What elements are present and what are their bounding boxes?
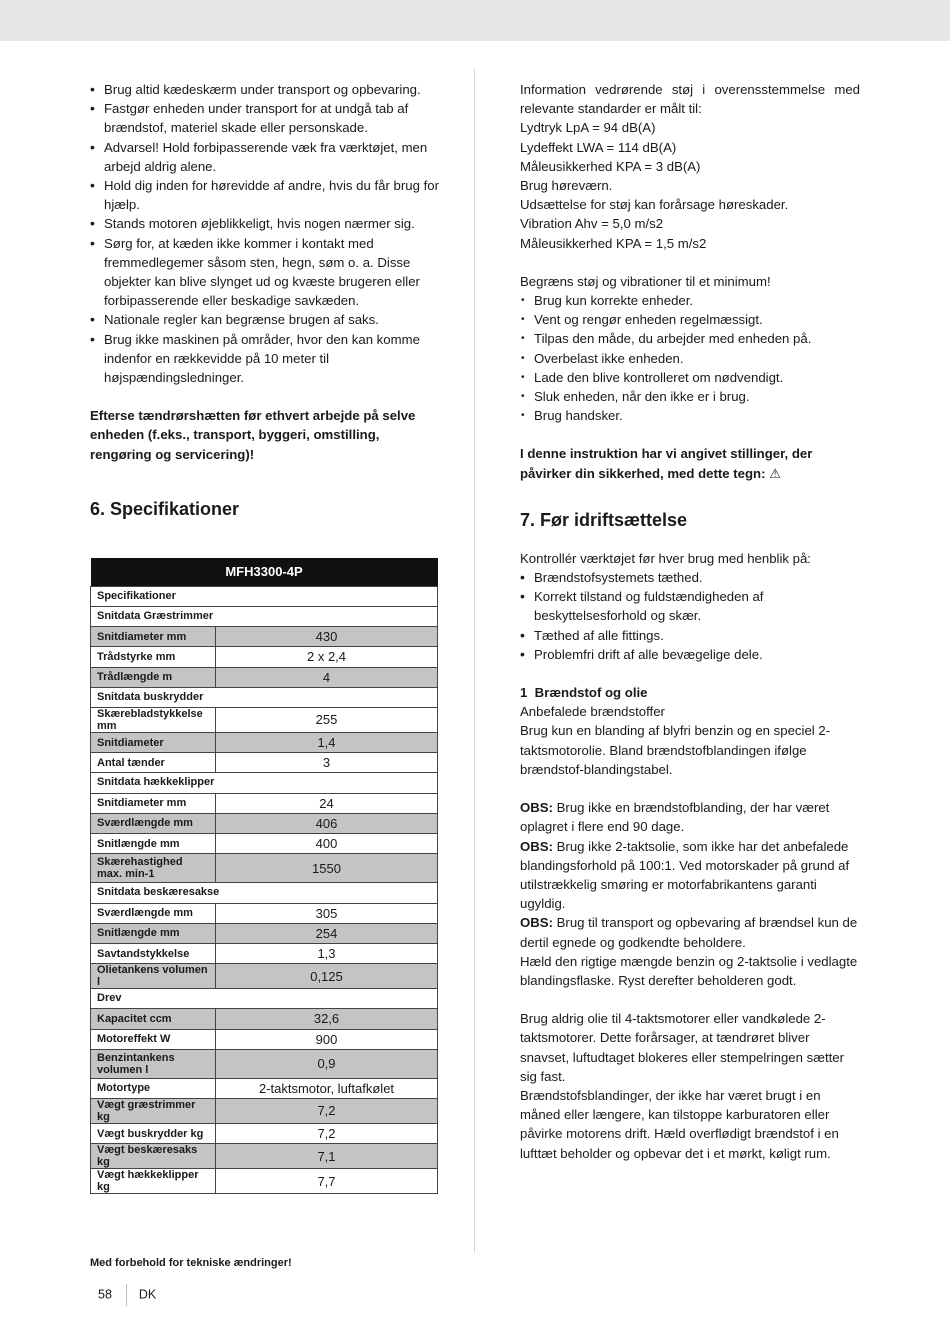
noise-line: Brug høreværn. (520, 178, 613, 194)
page-number: 58 (98, 1287, 112, 1302)
spec-value: 0,125 (216, 964, 438, 989)
spec-label: Benzintankens volumen l (91, 1049, 216, 1078)
right-column (520, 80, 860, 1163)
section-title-before-use: 7. Før idriftsættelse (520, 509, 688, 530)
noise-line: Lydeffekt LWA = 114 dB(A) (520, 139, 677, 155)
language-code: DK (138, 1287, 157, 1302)
table-row (91, 627, 438, 647)
list-item: • Problemfri drift af alle bevægelige dele. (520, 645, 860, 664)
table-row (91, 1144, 438, 1169)
spec-value: 305 (216, 903, 438, 923)
list-item: • Fastgør enheden under transport for at undgå tab af brændstof, materiel skade eller personskade. (90, 99, 440, 137)
section-title-specifications: 6. Specifikationer (90, 498, 240, 519)
spec-label: Sværdlængde mm (91, 813, 216, 833)
oil-text: Brug aldrig olie til 4-taktsmotorer eller vandkølede 2-taktsmotorer. Dette forårsager, at tændrøret bliver snavset, luftudtaget blokeres eller stempelringen sætter sig fast. (520, 1011, 844, 1084)
spec-value: 4 (216, 667, 438, 687)
noise-line: Måleusikkerhed KPA = 1,5 m/s2 (520, 235, 707, 251)
list-item: • Sørg for, at kæden ikke kommer i kontakt med fremmedlegemer såsom sten, hegn, søm o. a. Disse objekter kan blive slynget ud og kvæste brugeren eller forbipasserende eller beskadige savkæden. (90, 234, 440, 311)
check-bullet-list (520, 568, 860, 664)
spec-label: Snitlængde mm (91, 923, 216, 943)
list-item: • Tæthed af alle fittings. (520, 626, 860, 645)
table-row (91, 607, 438, 627)
top-band (0, 0, 950, 41)
spec-value: 1,3 (216, 943, 438, 963)
obs-note: OBS: Brug ikke 2-taktsolie, som ikke har det anbefalede blandingsforhold på 100:1. Ved motorskader på grund af utilstrækkelig smøring er motorfabrikantens garanti ugyldig. (520, 838, 850, 912)
list-item: • Korrekt tilstand og fuldstændigheden af beskyttelsesforhold og skær. (520, 587, 860, 625)
table-row (91, 834, 438, 854)
noise-line: Information vedrørende støj i overensstemmelse med relevante standarder er målt til: (520, 82, 860, 117)
table-row (91, 903, 438, 923)
spec-value: 24 (216, 793, 438, 813)
table-row (91, 647, 438, 667)
spec-value: 1550 (216, 854, 438, 883)
spec-label: Trådstyrke mm (91, 647, 216, 667)
check-intro: Kontrollér værktøjet før hver brug med henblik på: (520, 550, 811, 566)
obs-note: OBS: Brug ikke en brændstofblanding, der har været oplagret i flere end 90 dage. (520, 800, 830, 835)
spec-section-label: Snitdata hækkeklipper (91, 773, 438, 793)
table-row (91, 1009, 438, 1029)
spec-label: Olietankens volumen l (91, 964, 216, 989)
spec-section-label: Specifikationer (91, 586, 438, 606)
list-item: • Lade den blive kontrolleret om nødvendigt. (520, 368, 860, 387)
table-row (91, 943, 438, 963)
spec-table (90, 558, 438, 1194)
spec-value: 3 (216, 753, 438, 773)
spec-section-label: Snitdata beskæresakse (91, 883, 438, 903)
spec-value: 7,2 (216, 1098, 438, 1123)
page-footer (98, 1284, 156, 1306)
noise-line: Lydtryk LpA = 94 dB(A) (520, 120, 656, 136)
table-row (91, 1169, 438, 1194)
list-item: • Stands motoren øjeblikkeligt, hvis nogen nærmer sig. (90, 214, 440, 233)
limit-bullet-list (520, 291, 860, 425)
table-row (91, 964, 438, 989)
table-row (91, 1123, 438, 1143)
spec-label: Vægt hækkeklipper kg (91, 1169, 216, 1194)
spec-label: Vægt beskæresaks kg (91, 1144, 216, 1169)
table-row (91, 773, 438, 793)
list-item: • Vent og rengør enheden regelmæssigt. (520, 310, 860, 329)
spec-label: Kapacitet ccm (91, 1009, 216, 1029)
spec-value: 32,6 (216, 1009, 438, 1029)
subsection-title: 1 Brændstof og olie (520, 685, 648, 701)
table-row (91, 813, 438, 833)
footnote: Med forbehold for tekniske ændringer! (90, 1257, 292, 1269)
table-row (91, 1049, 438, 1078)
table-row (91, 1098, 438, 1123)
table-row (91, 753, 438, 773)
spec-value: 2 x 2,4 (216, 647, 438, 667)
spark-plug-note: Efterse tændrørshætten før ethvert arbejde på selve enheden (f.eks., transport, byggeri, omstilling, rengøring og servicering)! (90, 408, 416, 462)
spec-label: Motoreffekt W (91, 1029, 216, 1049)
spec-label: Motortype (91, 1078, 216, 1098)
spec-section-label: Drev (91, 989, 438, 1009)
table-row (91, 708, 438, 733)
spec-value: 254 (216, 923, 438, 943)
list-item: • Advarsel! Hold forbipasserende væk fra værktøjet, men arbejd aldrig alene. (90, 138, 440, 176)
spec-label: Vægt græstrimmer kg (91, 1098, 216, 1123)
list-item: • Brug handsker. (520, 406, 860, 425)
table-row (91, 687, 438, 707)
warning-triangle-icon: ⚠ (769, 465, 781, 481)
left-column (90, 80, 440, 1194)
spec-value: 255 (216, 708, 438, 733)
spec-value: 7,7 (216, 1169, 438, 1194)
spec-value: 406 (216, 813, 438, 833)
spec-label: Sværdlængde mm (91, 903, 216, 923)
obs-note: OBS: Brug til transport og opbevaring af brændsel kun de dertil egnede og godkendte beholdere. (520, 915, 858, 950)
noise-line: Vibration Ahv = 5,0 m/s2 (520, 216, 664, 232)
table-row (91, 1078, 438, 1098)
safety-bullet-list (90, 80, 440, 387)
table-row (91, 667, 438, 687)
table-row (91, 793, 438, 813)
spec-label: Skærehastighed max. min-1 (91, 854, 216, 883)
spec-label: Snitlængde mm (91, 834, 216, 854)
spec-value: 1,4 (216, 733, 438, 753)
spec-value: 430 (216, 627, 438, 647)
list-item: • Brug ikke maskinen på områder, hvor den kan komme indenfor en rækkevidde på 10 meter til højspændingsledninger. (90, 330, 440, 388)
fuel-text: Brug kun en blanding af blyfri benzin og en speciel 2-taktsmotorolie. Bland brændstofblandingen ifølge brændstof-blandingstabel. (520, 723, 831, 777)
list-item: • Hold dig inden for hørevidde af andre, hvis du får brug for hjælp. (90, 176, 440, 214)
safety-symbol-note: I denne instruktion har vi angivet stillinger, der påvirker din sikkerhed, med dette tegn: ⚠ (520, 446, 813, 481)
list-item: • Brug kun korrekte enheder. (520, 291, 860, 310)
limit-intro: Begræns støj og vibrationer til et minimum! (520, 273, 771, 289)
spec-label: Skærebladstykkelse mm (91, 708, 216, 733)
table-row (91, 1029, 438, 1049)
old-fuel-text: Brændstofsblandinger, der ikke har været brugt i en måned eller længere, kan tilstoppe karburatoren eller påvirke motorens drift. Hæld overflødigt brændstof i en lufttæt beholder og opbevar det i et mørkt, køligt rum. (520, 1087, 839, 1161)
list-item: • Overbelast ikke enheden. (520, 349, 860, 368)
noise-info (520, 80, 860, 253)
list-item: • Nationale regler kan begrænse brugen af saks. (90, 310, 440, 329)
spec-table-model: MFH3300-4P (91, 558, 438, 587)
table-row (91, 883, 438, 903)
spec-label: Vægt buskrydder kg (91, 1123, 216, 1143)
spec-value: 400 (216, 834, 438, 854)
table-row (91, 586, 438, 606)
spec-label: Snitdiameter mm (91, 627, 216, 647)
spec-label: Snitdiameter (91, 733, 216, 753)
spec-value: 900 (216, 1029, 438, 1049)
spec-label: Snitdiameter mm (91, 793, 216, 813)
noise-line: Udsættelse for støj kan forårsage høreskader. (520, 197, 789, 213)
table-row (91, 733, 438, 753)
table-row (91, 989, 438, 1009)
spec-table-body (91, 586, 438, 1193)
spec-label: Antal tænder (91, 753, 216, 773)
spec-label: Savtandstykkelse (91, 943, 216, 963)
spec-value: 2-taktsmotor, luftafkølet (216, 1078, 438, 1098)
mix-text: Hæld den rigtige mængde benzin og 2-taktsolie i vedlagte blandingsflaske. Ryst derefter beholderen godt. (520, 953, 858, 988)
spec-value: 0,9 (216, 1049, 438, 1078)
list-item: • Brændstofsystemets tæthed. (520, 568, 860, 587)
spec-value: 7,1 (216, 1144, 438, 1169)
table-row (91, 923, 438, 943)
spec-label: Trådlængde m (91, 667, 216, 687)
spec-value: 7,2 (216, 1123, 438, 1143)
column-divider (474, 68, 475, 1253)
fuel-heading: Anbefalede brændstoffer (520, 704, 665, 720)
list-item: • Brug altid kædeskærm under transport og opbevaring. (90, 80, 440, 99)
list-item: • Tilpas den måde, du arbejder med enheden på. (520, 329, 860, 348)
spec-section-label: Snitdata Græstrimmer (91, 607, 438, 627)
list-item: • Sluk enheden, når den ikke er i brug. (520, 387, 860, 406)
noise-line: Måleusikkerhed KPA = 3 dB(A) (520, 158, 701, 174)
table-row (91, 854, 438, 883)
spec-section-label: Snitdata buskrydder (91, 687, 438, 707)
